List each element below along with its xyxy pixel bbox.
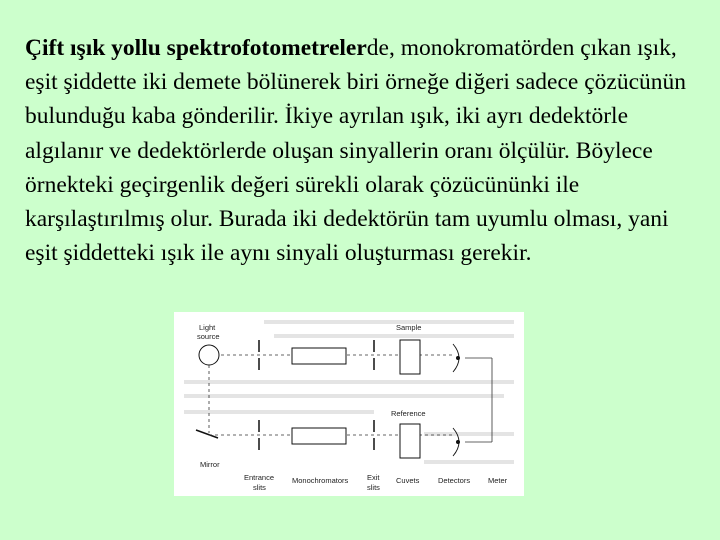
exit-slits-label-1: Exit — [367, 473, 380, 482]
mirror-label: Mirror — [200, 460, 220, 469]
double-beam-diagram — [174, 312, 524, 496]
sample-cuvet — [400, 340, 420, 374]
diagram-svg — [174, 312, 524, 496]
meter-label: Meter — [488, 476, 508, 485]
entrance-slits-label-2: slits — [253, 483, 266, 492]
light-source-icon — [199, 345, 219, 365]
light-source-label-1: Light — [199, 323, 216, 332]
slide-body-text — [25, 31, 700, 270]
sample-label: Sample — [396, 323, 422, 332]
slide-body-rest: de, monokromatörden çıkan ışık, eşit şiddette iki demete bölünerek biri örneğe diğeri sadece çözücünün bulunduğu kaba gönderilir. İkiye ayrılan ışık, iki ayrı dedektörle algılanır ve dedektörlerde oluşan sinyallerin oranı ölçülür. Böylece örnekteki geçirgenlik değeri sürekli olarak çözücününki ile karşılaştırılmış olur. Burada iki dedektörün tam uyumlu olması, yani eşit şiddetteki ışık ile aynı sinyali oluşturması gerekir. — [25, 35, 687, 267]
mirror-icon — [196, 430, 218, 438]
ghost-texture — [184, 322, 514, 462]
light-source-label-2: source — [197, 332, 220, 341]
detectors-label: Detectors — [438, 476, 471, 485]
cuvets-label: Cuvets — [396, 476, 420, 485]
entrance-slits-label-1: Entrance — [244, 473, 275, 482]
reference-cuvet — [400, 424, 420, 458]
slide-lead-term: Çift ışık yollu spektrofotometreler — [25, 35, 367, 61]
monochromators-label: Monochromators — [292, 476, 349, 485]
monochromator-top — [292, 348, 346, 364]
exit-slits-label-2: slits — [367, 483, 380, 492]
reference-label: Reference — [391, 409, 426, 418]
monochromator-bottom — [292, 428, 346, 444]
